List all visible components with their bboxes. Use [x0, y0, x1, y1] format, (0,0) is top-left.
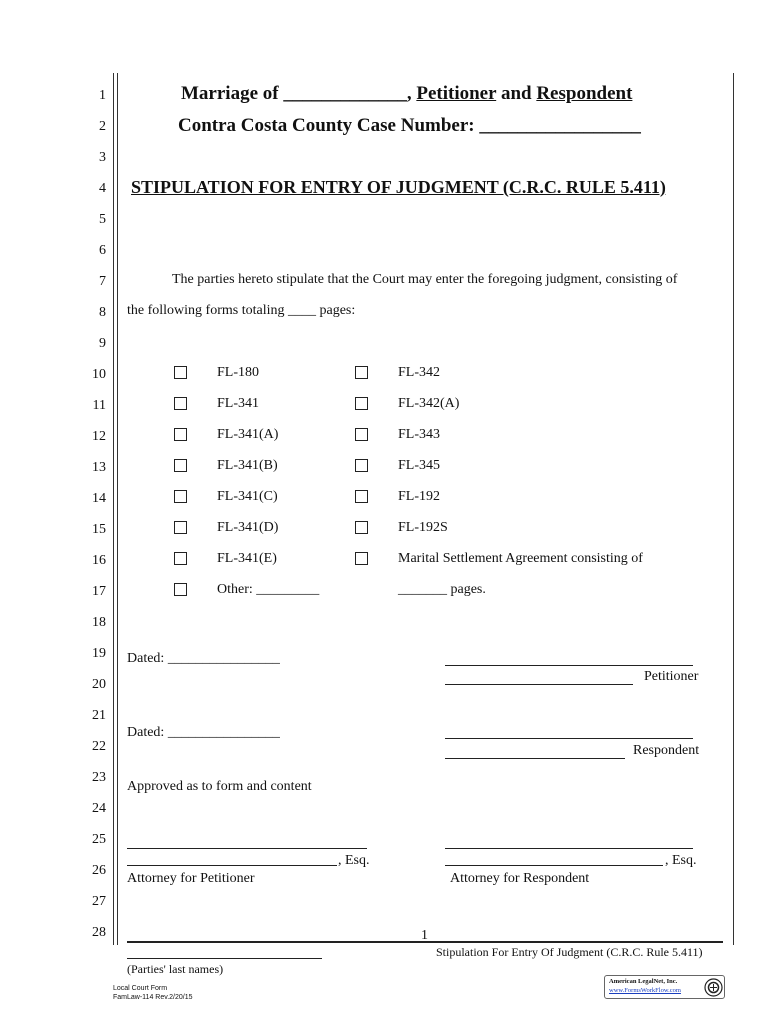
margin-rule-left-inner [117, 73, 118, 945]
line-number: 23 [92, 770, 106, 785]
line-number: 3 [99, 150, 106, 165]
form-label: FL-341(B) [217, 458, 278, 473]
esq-right: , Esq. [665, 853, 697, 868]
form-label: Other: _________ [217, 582, 320, 597]
publisher-url[interactable]: www.FormsWorkFlow.com [609, 987, 681, 994]
margin-rule-left-outer [113, 73, 114, 945]
line-number: 13 [92, 460, 106, 475]
publisher-name: American LegalNet, Inc. [609, 978, 678, 985]
publisher-badge [604, 975, 725, 999]
form-label: FL-180 [217, 365, 259, 380]
line-number: 22 [92, 739, 106, 754]
petitioner-label: Petitioner [416, 83, 497, 104]
line-number: 9 [99, 336, 106, 351]
form-checkbox[interactable] [355, 459, 368, 472]
line-number: 26 [92, 863, 106, 878]
form-label: FL-341 [217, 396, 259, 411]
form-checkbox[interactable] [355, 428, 368, 441]
attorney-respondent-line-1 [445, 848, 693, 849]
form-checkbox[interactable] [174, 552, 187, 565]
footer-doc-title: Stipulation For Entry Of Judgment (C.R.C. Rule 5.411) [436, 945, 703, 959]
form-label: FL-342 [398, 365, 440, 380]
marriage-prefix: Marriage of _____________, [181, 83, 417, 104]
margin-rule-right [733, 73, 734, 945]
line-number: 15 [92, 522, 106, 537]
form-checkbox[interactable] [174, 428, 187, 441]
form-checkbox[interactable] [174, 583, 187, 596]
form-checkbox[interactable] [355, 521, 368, 534]
line-number: 25 [92, 832, 106, 847]
and-label: and [496, 83, 537, 104]
line-number: 4 [99, 181, 106, 196]
attorney-for-respondent: Attorney for Respondent [450, 871, 590, 886]
line-number: 14 [92, 491, 106, 506]
approved-label: Approved as to form and content [127, 779, 312, 794]
line-number: 16 [92, 553, 106, 568]
form-label: FL-192 [398, 489, 440, 504]
respondent-label: Respondent [536, 83, 633, 104]
form-checkbox[interactable] [355, 490, 368, 503]
form-checkbox[interactable] [174, 490, 187, 503]
form-label: FL-341(D) [217, 520, 279, 535]
document-title: STIPULATION FOR ENTRY OF JUDGMENT (C.R.C. RULE 5.411) [131, 177, 666, 197]
publisher-logo-icon [704, 978, 723, 997]
line-number: 6 [99, 243, 106, 258]
line-number: 10 [92, 367, 106, 382]
form-checkbox[interactable] [355, 397, 368, 410]
esq-left: , Esq. [338, 853, 370, 868]
form-label: FL-341(E) [217, 551, 277, 566]
line-number: 12 [92, 429, 106, 444]
form-checkbox[interactable] [174, 521, 187, 534]
form-label: FL-192S [398, 520, 448, 535]
line-number: 21 [92, 708, 106, 723]
petitioner-signature-label: Petitioner [644, 669, 699, 684]
line-number: 1 [99, 88, 106, 103]
line-number: 19 [92, 646, 106, 661]
form-label: FL-341(A) [217, 427, 279, 442]
form-label: FL-342(A) [398, 396, 460, 411]
line-number: 18 [92, 615, 106, 630]
signature-line-respondent-1 [445, 738, 693, 739]
signature-line-respondent-2 [445, 758, 625, 759]
local-court-form: Local Court Form [113, 985, 168, 992]
line-number: 7 [99, 274, 106, 289]
dated-petitioner: Dated: ________________ [127, 651, 280, 666]
line-number: 20 [92, 677, 106, 692]
form-label: FL-345 [398, 458, 440, 473]
parties-names-line [127, 958, 322, 959]
line-number: 28 [92, 925, 106, 940]
line-number: 11 [92, 398, 106, 413]
form-checkbox[interactable] [355, 366, 368, 379]
body-line-1: The parties hereto stipulate that the Court may enter the foregoing judgment, consisting of [172, 272, 678, 287]
form-checkbox[interactable] [174, 459, 187, 472]
line-number: 8 [99, 305, 106, 320]
form-checkbox[interactable] [174, 366, 187, 379]
line-number: 5 [99, 212, 106, 227]
form-checkbox[interactable] [355, 552, 368, 565]
form-label: FL-341(C) [217, 489, 278, 504]
dated-respondent: Dated: ________________ [127, 725, 280, 740]
footer-rule [127, 941, 723, 943]
attorney-respondent-line-2 [445, 865, 663, 866]
msa-pages: _______ pages. [398, 582, 486, 597]
form-label: FL-343 [398, 427, 440, 442]
parties-last-names: (Parties' last names) [127, 962, 224, 976]
line-number: 24 [92, 801, 106, 816]
signature-line-petitioner-1 [445, 665, 693, 666]
signature-line-petitioner-2 [445, 684, 633, 685]
attorney-petitioner-line-2 [127, 865, 337, 866]
attorney-petitioner-line-1 [127, 848, 367, 849]
page-number: 1 [421, 928, 428, 943]
form-label: Marital Settlement Agreement consisting of [398, 551, 643, 566]
line-number: 2 [99, 119, 106, 134]
form-id: FamLaw-114 Rev.2/20/15 [113, 994, 193, 1001]
line-number: 17 [92, 584, 106, 599]
respondent-signature-label: Respondent [633, 743, 700, 758]
line-number: 27 [92, 894, 106, 909]
body-line-2: the following forms totaling ____ pages: [127, 303, 356, 318]
form-checkbox[interactable] [174, 397, 187, 410]
marriage-caption [181, 83, 632, 105]
case-number: Contra Costa County Case Number: _________________ [178, 115, 641, 136]
attorney-for-petitioner: Attorney for Petitioner [127, 871, 255, 886]
